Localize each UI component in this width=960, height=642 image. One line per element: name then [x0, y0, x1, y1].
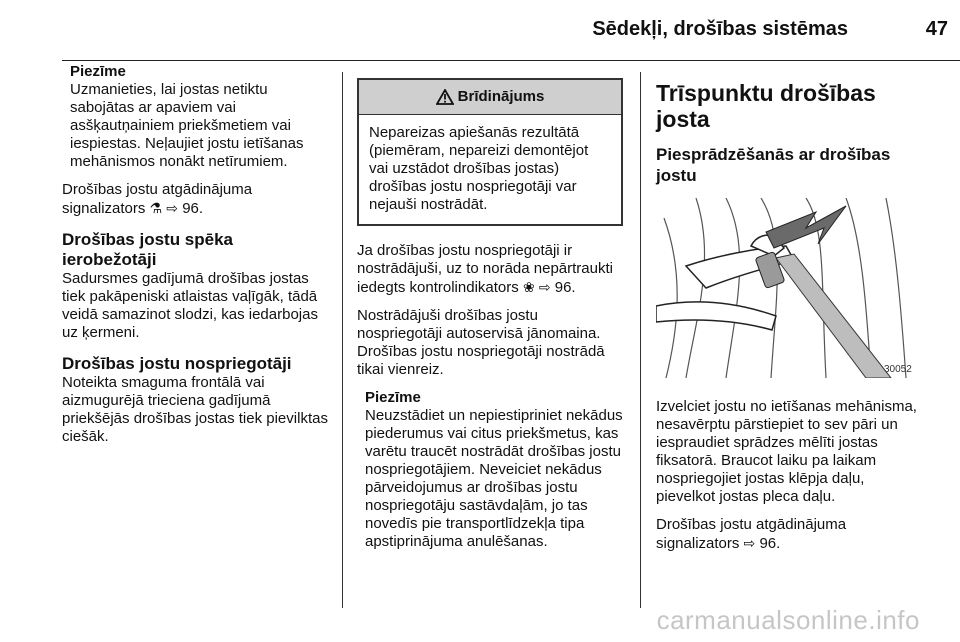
pretensioner-text: Noteikta smaguma frontālā vai aizmugurējā trieciena gadījumā priekšējās drošības jostas tiek pievilktas ciešāk.: [62, 374, 328, 445]
page-ref-arrow-icon: ⇨: [166, 200, 179, 216]
warning-triangle-icon: [436, 89, 454, 105]
watermark: carmanualsonline.info: [656, 605, 920, 635]
warning-text: Nepareizas apiešanās rezultātā (piemēram, nepareizi demontējot vai uzstādot drošības jostas) drošības jostu nospriegotāji var nejauši nostrādāt.: [369, 124, 589, 213]
indicator-text: Ja drošības jostu nospriegotāji ir nostrādājuši, uz to norāda nepārtraukti iedegts kontrolindikators: [357, 242, 613, 296]
limiter-heading: Drošības jostu spēka ierobežotāji: [62, 230, 234, 269]
indicator-ref: 96.: [554, 279, 576, 296]
reminder-paragraph-2: [656, 516, 924, 553]
figure-code: 30052: [884, 364, 912, 375]
warning-title: Brīdinājums: [457, 88, 545, 105]
page-number: 47: [925, 18, 948, 40]
page-ref-arrow-icon: ⇨: [538, 279, 551, 295]
reminder-paragraph: [62, 181, 332, 218]
note-box: [70, 63, 332, 171]
limiter-text: Sadursmes gadījumā drošības jostas tiek pakāpeniski atlaistas vaļīgāk, tādā veidā samazinot slodzi, kas iedarbojas uz ķermeni.: [62, 270, 318, 341]
right-column-body: [656, 398, 924, 563]
right-column: [656, 80, 924, 196]
reminder-ref-2: 96.: [759, 535, 781, 552]
middle-column: [357, 78, 623, 561]
pretensioner-indicator-icon: ❀: [522, 279, 535, 295]
column-divider-2: [640, 72, 641, 608]
note-title-2: Piezīme: [365, 389, 421, 406]
note-text-2: Neuzstādiet un nepiestipriniet nekādus piederumus vai citus priekšmetus, kas varētu traucēt nostrādāt drošības jostu nospriegotājiem. Neveiciet nekādus pārveidojumus ar drošības jostu nospriegotāju sastāvdaļām, jo tas novedīs pie transportlīdzekļa tipa apstiprinājuma anulēšanas.: [365, 407, 623, 550]
seatbelt-illustration: [656, 198, 920, 378]
header-rule: [62, 60, 960, 61]
warning-box: [357, 78, 623, 226]
buckle-instructions: Izvelciet jostu no ietīšanas mehānisma, nesavērptu pārstiepiet to sev pāri un iespraudiet sprādzes mēlīti jostas fiksatorā. Braucot laiku pa laikam nospriegojiet jostas klēpja daļu, pievelkot jostas pleca daļu.: [656, 398, 917, 505]
section-heading: Trīspunktu drošības josta: [656, 80, 876, 132]
reminder-text-2: Drošības jostu atgādinājuma signalizators: [656, 516, 847, 552]
replacement-paragraph: Nostrādājuši drošības jostu nospriegotāji autoservisā jānomaina. Drošības jostu nospriegotāji nostrādā tikai vienreiz.: [357, 307, 605, 378]
note-box-2: [365, 389, 623, 551]
left-column: [62, 63, 332, 456]
reminder-ref: 96.: [182, 200, 204, 217]
note-title: Piezīme: [70, 63, 126, 80]
column-divider-1: [342, 72, 343, 608]
header-title: Sēdekļi, drošības sistēmas: [592, 18, 848, 40]
warning-header: [359, 80, 621, 115]
page-ref-arrow-icon: ⇨: [743, 535, 756, 551]
seatbelt-reminder-icon: ⚗: [149, 200, 163, 216]
pretensioner-indicator-paragraph: [357, 242, 623, 297]
subsection-heading: Piesprādzēšanās ar drošības jostu: [656, 145, 891, 185]
reminder-text: Drošības jostu atgādinājuma signalizators: [62, 181, 253, 217]
note-text: Uzmanieties, lai jostas netiktu sabojātas ar apaviem vai asšķautņainiem priekšmetiem vai iespiestas. Neļaujiet jostu ietīšanas mehānismos nonākt netīrumiem.: [70, 81, 304, 170]
pretensioner-heading: Drošības jostu nospriegotāji: [62, 354, 292, 373]
